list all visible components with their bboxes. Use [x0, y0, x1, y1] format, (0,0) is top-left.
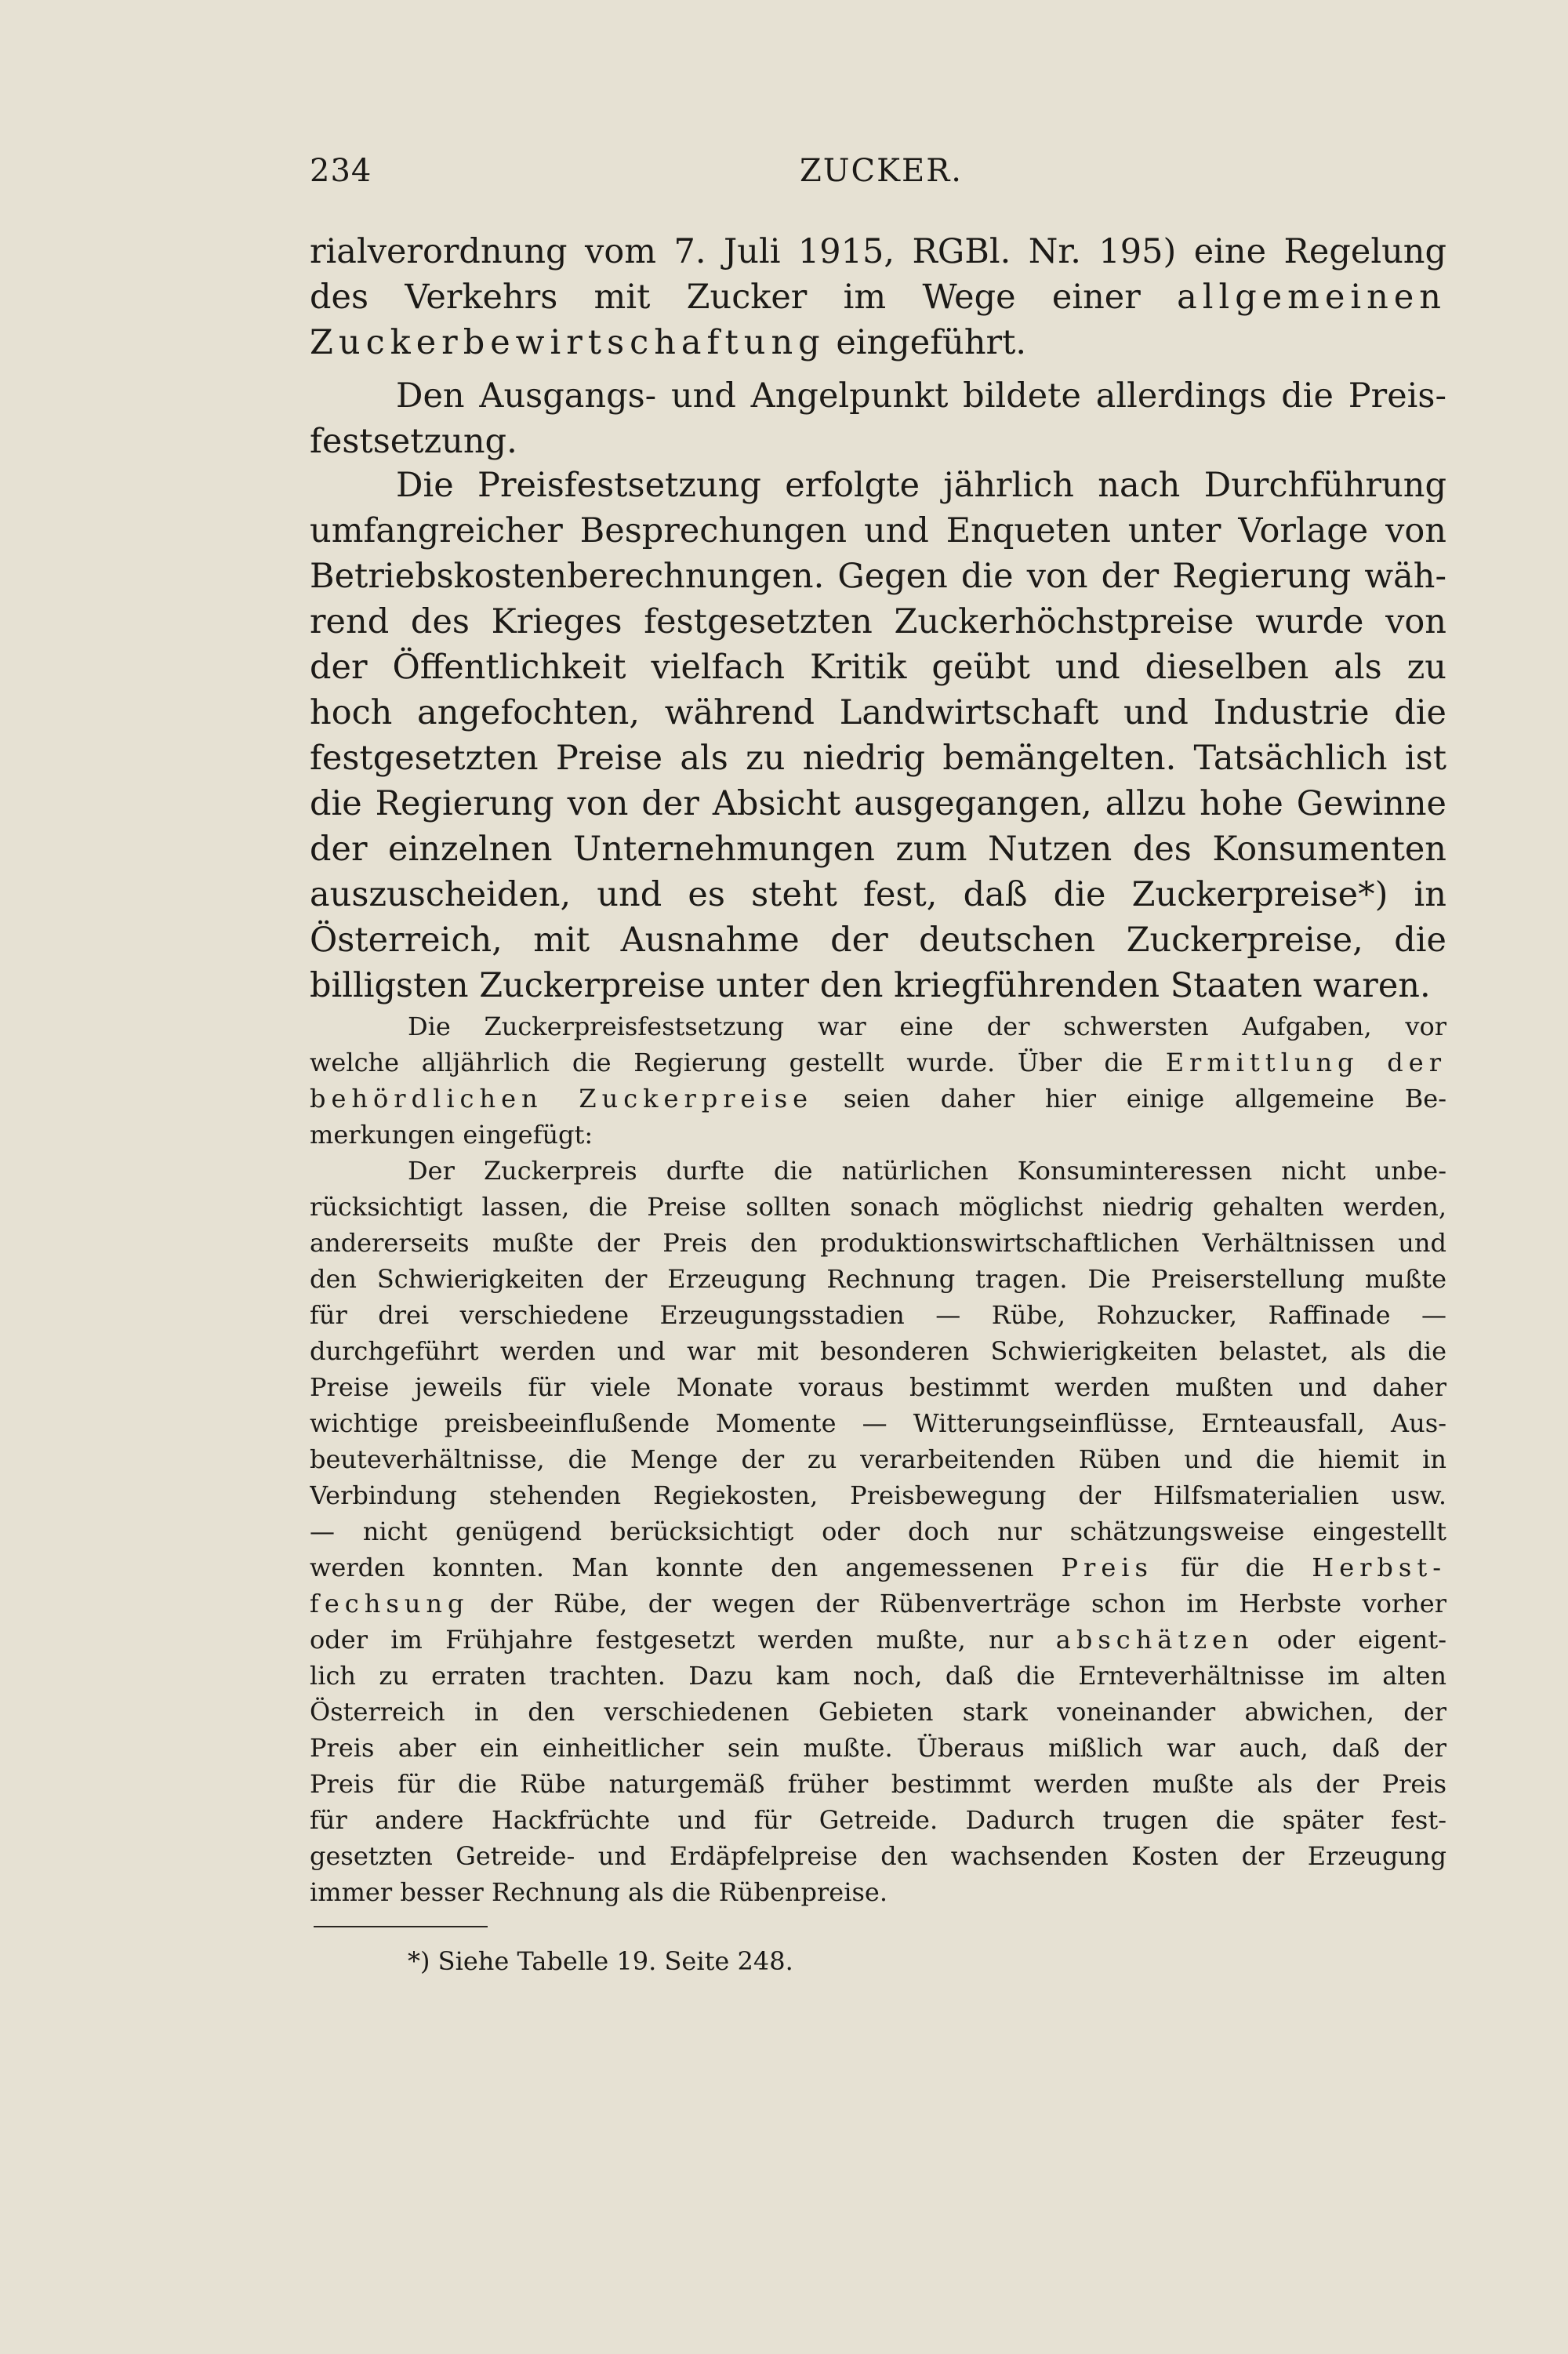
body-line: die Regierung von der Absicht ausgegangen, allzu hohe Gewinne	[310, 784, 1446, 823]
note-line: wichtige preisbeeinflußende Momente — Witterungseinflüsse, Ernteausfall, Aus-	[310, 1408, 1446, 1438]
body-line: Betriebskostenberechnungen. Gegen die von der Regierung wäh-	[310, 557, 1446, 596]
body-line: auszuscheiden, und es steht fest, daß die Zuckerpreise*) in	[310, 875, 1446, 914]
note-line: rücksichtigt lassen, die Preise sollten sonach möglichst niedrig gehalten werden,	[310, 1192, 1446, 1222]
footnote: *) Siehe Tabelle 19. Seite 248.	[408, 1946, 793, 1976]
footnote-divider	[314, 1926, 488, 1927]
note-line: oder im Frühjahre festgesetzt werden mußte, nur abschätzen oder eigent-	[310, 1625, 1446, 1655]
note-line: immer besser Rechnung als die Rübenpreise.	[310, 1877, 887, 1907]
note-line: andererseits mußte der Preis den produktionswirtschaftlichen Verhältnissen und	[310, 1228, 1446, 1258]
note-line: — nicht genügend berücksichtigt oder doch nur schätzungsweise eingestellt	[310, 1517, 1446, 1546]
body-line: festgesetzten Preise als zu niedrig bemängelten. Tatsächlich ist	[310, 739, 1446, 778]
note-line: merkungen eingefügt:	[310, 1120, 593, 1150]
note-line: Verbindung stehenden Regiekosten, Preisbewegung der Hilfsmaterialien usw.	[310, 1480, 1446, 1510]
note-line: fechsung der Rübe, der wegen der Rübenverträge schon im Herbste vorher	[310, 1589, 1446, 1618]
note-line: welche alljährlich die Regierung gestellt wurde. Über die Ermittlung der	[310, 1048, 1446, 1077]
body-line: hoch angefochten, während Landwirtschaft und Industrie die	[310, 693, 1446, 732]
emphasis-spaced: allgemeinen	[1177, 278, 1446, 317]
note-line: Preis für die Rübe naturgemäß früher bestimmt werden mußte als der Preis	[310, 1769, 1446, 1799]
body-line: rialverordnung vom 7. Juli 1915, RGBl. Nr. 195) eine Regelung	[310, 232, 1446, 271]
note-line: den Schwierigkeiten der Erzeugung Rechnung tragen. Die Preiserstellung mußte	[310, 1264, 1446, 1294]
note-line: werden konnten. Man konnte den angemessenen Preis für die Herbst-	[310, 1553, 1446, 1582]
body-line: umfangreicher Besprechungen und Enqueten unter Vorlage von	[310, 511, 1446, 550]
note-line: Preis aber ein einheitlicher sein mußte. Überaus mißlich war auch, daß der	[310, 1733, 1446, 1763]
body-line: der einzelnen Unternehmungen zum Nutzen des Konsumenten	[310, 830, 1446, 869]
body-line: billigsten Zuckerpreise unter den kriegführenden Staaten waren.	[310, 966, 1431, 1005]
emphasis-spaced: behördlichen Zuckerpreise	[310, 1084, 814, 1113]
body-line: des Verkehrs mit Zucker im Wege einer allgemeinen	[310, 278, 1446, 317]
note-line: für andere Hackfrüchte und für Getreide. Dadurch trugen die später fest-	[310, 1805, 1446, 1835]
note-line: Der Zuckerpreis durfte die natürlichen Konsuminteressen nicht unbe-	[408, 1156, 1446, 1186]
body-line: Zuckerbewirtschaftung eingeführt.	[310, 323, 1027, 362]
note-line: Österreich in den verschiedenen Gebieten stark voneinander abwichen, der	[310, 1697, 1446, 1727]
note-line: gesetzten Getreide- und Erdäpfelpreise den wachsenden Kosten der Erzeugung	[310, 1841, 1446, 1871]
body-line: der Öffentlichkeit vielfach Kritik geübt und dieselben als zu	[310, 648, 1446, 687]
note-line: beuteverhältnisse, die Menge der zu verarbeitenden Rüben und die hiemit in	[310, 1444, 1446, 1474]
page-header	[310, 153, 1446, 200]
body-line: festsetzung.	[310, 422, 517, 461]
emphasis-spaced: fechsung	[310, 1589, 470, 1618]
note-line: Preise jeweils für viele Monate voraus bestimmt werden mußten und daher	[310, 1372, 1446, 1402]
emphasis-spaced: Zuckerbewirtschaftung	[310, 323, 826, 362]
note-line: durchgeführt werden und war mit besonderen Schwierigkeiten belastet, als die	[310, 1336, 1446, 1366]
note-line: für drei verschiedene Erzeugungsstadien — Rübe, Rohzucker, Raffinade —	[310, 1300, 1446, 1330]
emphasis-spaced: Preis	[1061, 1553, 1153, 1582]
note-line: lich zu erraten trachten. Dazu kam noch, daß die Ernteverhältnisse im alten	[310, 1661, 1446, 1691]
emphasis-spaced: abschätzen	[1055, 1625, 1254, 1655]
body-line: rend des Krieges festgesetzten Zuckerhöchstpreise wurde von	[310, 602, 1446, 641]
page-number: 234	[310, 153, 372, 189]
emphasis-spaced: Herbst-	[1312, 1553, 1446, 1582]
body-line: Den Ausgangs- und Angelpunkt bildete allerdings die Preis-	[396, 376, 1446, 416]
emphasis-spaced: Ermittlung der	[1165, 1048, 1446, 1077]
running-title: ZUCKER.	[800, 153, 964, 189]
body-line: Österreich, mit Ausnahme der deutschen Zuckerpreise, die	[310, 921, 1446, 960]
body-line: Die Preisfestsetzung erfolgte jährlich nach Durchführung	[396, 466, 1446, 505]
note-line: behördlichen Zuckerpreise seien daher hier einige allgemeine Be-	[310, 1084, 1446, 1113]
note-line: Die Zuckerpreisfestsetzung war eine der schwersten Aufgaben, vor	[408, 1012, 1446, 1041]
